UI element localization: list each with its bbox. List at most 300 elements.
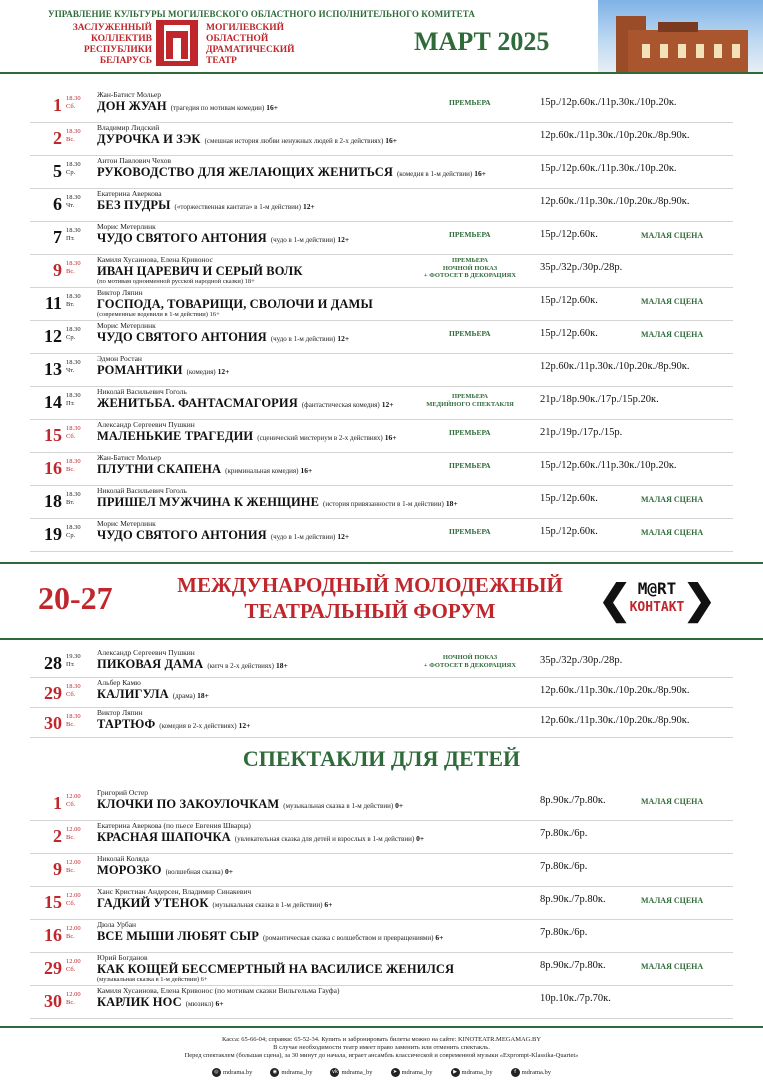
event-badge bbox=[449, 461, 491, 470]
event-age-rating: 6+ bbox=[324, 900, 333, 909]
event-author: Екатерина Аверкова bbox=[97, 189, 162, 198]
social-label: mdrama.by bbox=[222, 1068, 253, 1076]
event-badge-line: ПРЕМЬЕРА bbox=[452, 257, 488, 264]
event-badge-line: ПРЕМЬЕРА bbox=[449, 329, 491, 338]
event-title: КРАСНАЯ ШАПОЧКА bbox=[97, 830, 231, 844]
event-author: Жан-Батист Мольер bbox=[97, 453, 161, 462]
event-title: ИВАН ЦАРЕВИЧ И СЕРЫЙ ВОЛК bbox=[97, 264, 303, 278]
event-title: ДОН ЖУАН bbox=[97, 99, 167, 113]
event-age-rating: 16+ bbox=[300, 466, 313, 475]
event-price: 21р./19р./17р./15р. bbox=[540, 427, 623, 438]
event-author: Ханс Кристиан Андерсен, Владимир Синакевич bbox=[97, 887, 252, 896]
event-title-line bbox=[97, 962, 454, 976]
event-title-line bbox=[97, 929, 443, 945]
event-weekday: Вт. bbox=[66, 301, 75, 308]
event-day: 5 bbox=[53, 161, 62, 181]
event-time bbox=[66, 958, 81, 974]
event-day: 30 bbox=[44, 713, 62, 733]
event-time bbox=[66, 713, 81, 729]
event-title-line bbox=[97, 396, 394, 412]
event-day: 16 bbox=[44, 458, 62, 478]
event-title-line bbox=[97, 995, 223, 1011]
event-title-line bbox=[97, 717, 250, 733]
event-author: Эдмон Ростан bbox=[97, 354, 142, 363]
event-day: 29 bbox=[44, 958, 62, 978]
event-weekday: Вс. bbox=[66, 834, 75, 841]
event-genre: (история привязанности в 1-м действии) bbox=[323, 500, 444, 508]
event-genre: (музыкальная сказка в 1-м действии) bbox=[283, 802, 394, 810]
theatre-logo-icon bbox=[156, 20, 198, 66]
event-row bbox=[0, 708, 763, 738]
footer-notice: В случае необходимости театр имеет право заменить или отменить спектакль. bbox=[273, 1044, 490, 1051]
event-weekday: Сб. bbox=[66, 801, 76, 808]
social-link[interactable] bbox=[391, 1068, 433, 1077]
event-time bbox=[66, 128, 81, 144]
event-badge-line: ПРЕМЬЕРА bbox=[449, 98, 491, 107]
event-age-rating: 6+ bbox=[215, 999, 224, 1008]
event-day: 30 bbox=[44, 991, 62, 1011]
social-link[interactable] bbox=[451, 1068, 493, 1077]
kids-section-title: СПЕКТАКЛИ ДЛЯ ДЕТЕЙ bbox=[242, 746, 521, 771]
event-age-rating: 12+ bbox=[238, 721, 251, 730]
event-genre: (чудо в 1-м действии) bbox=[270, 533, 336, 541]
event-badge bbox=[410, 654, 530, 669]
event-title: КЛОЧКИ ПО ЗАКОУЛОЧКАМ bbox=[97, 797, 280, 811]
event-author: Григорий Остер bbox=[97, 788, 149, 797]
event-subtitle: (современные водевили в 1-м действии) 16+ bbox=[97, 311, 220, 318]
event-genre: (китч в 2-х действиях) bbox=[207, 662, 274, 670]
event-price: 8р.90к./7р.80к. bbox=[540, 960, 606, 971]
row-divider bbox=[30, 551, 733, 552]
event-genre: (комедия в 1-м действии) bbox=[396, 170, 473, 178]
event-genre: (волшебная сказка) bbox=[165, 868, 223, 876]
footer-music-note: Перед спектаклем (большая сцена), за 30 минут до начала, играет ансамбль классической и современной музыки «Exprompt-Klassika-Quartet» bbox=[184, 1052, 579, 1059]
event-title-line bbox=[97, 657, 288, 673]
event-time bbox=[66, 161, 81, 177]
event-row bbox=[0, 255, 763, 288]
event-row bbox=[0, 648, 763, 678]
event-badge bbox=[449, 428, 491, 437]
event-time-value: 18.30 bbox=[66, 392, 81, 399]
event-badge-line: ПРЕМЬЕРА bbox=[449, 527, 491, 536]
event-price: 15р./12р.60к./11р.30к./10р.20к. bbox=[540, 97, 677, 108]
event-row bbox=[0, 420, 763, 453]
event-time-value: 18.30 bbox=[66, 293, 81, 300]
event-badge-line: МЕДИЙНОГО СПЕКТАКЛЯ bbox=[426, 400, 514, 408]
event-row bbox=[0, 222, 763, 255]
event-badge-line: ПРЕМЬЕРА bbox=[449, 230, 491, 239]
event-day: 9 bbox=[53, 859, 62, 879]
event-genre: (комедия в 2-х действиях) bbox=[159, 722, 237, 730]
event-price: 15р./12р.60к. bbox=[540, 229, 598, 240]
event-time-value: 19.30 bbox=[66, 653, 81, 660]
event-author: Жан-Батист Мольер bbox=[97, 90, 161, 99]
event-author: Альбер Камю bbox=[97, 678, 141, 687]
event-weekday: Сб. bbox=[66, 103, 76, 110]
footer-box-office: Касса: 65-66-04; справки: 65-52-34. Купить и забронировать билеты можно на сайте: KINOTEATR.MEGAMAG.BY bbox=[221, 1036, 542, 1043]
event-row bbox=[0, 887, 763, 920]
event-genre: (сценический мистериум в 2-х действиях) bbox=[257, 434, 383, 442]
event-title-line bbox=[97, 687, 209, 703]
event-title-line bbox=[97, 363, 229, 379]
event-author: Владимир Лидский bbox=[97, 123, 160, 132]
poster-footer bbox=[0, 1026, 763, 1080]
event-title: РОМАНТИКИ bbox=[97, 363, 183, 377]
event-title: КАЛИГУЛА bbox=[97, 687, 169, 701]
forum-title bbox=[150, 572, 590, 624]
event-day: 12 bbox=[44, 326, 62, 346]
event-time bbox=[66, 260, 81, 276]
event-time-value: 12.00 bbox=[66, 958, 81, 965]
social-link[interactable] bbox=[511, 1068, 551, 1077]
facebook-icon: f bbox=[511, 1068, 520, 1077]
event-time-value: 18.30 bbox=[66, 194, 81, 201]
event-stage: МАЛАЯ СЦЕНА bbox=[641, 495, 704, 504]
event-weekday: Вс. bbox=[66, 867, 75, 874]
event-day: 29 bbox=[44, 683, 62, 703]
event-title: ЧУДО СВЯТОГО АНТОНИЯ bbox=[97, 231, 267, 245]
event-weekday: Сб. bbox=[66, 966, 76, 973]
event-time-value: 12.00 bbox=[66, 793, 81, 800]
poster-header bbox=[0, 0, 763, 74]
social-label: mdrama_by bbox=[461, 1068, 493, 1076]
event-title: КАРЛИК НОС bbox=[97, 995, 182, 1009]
event-weekday: Ср. bbox=[66, 169, 76, 176]
event-badge bbox=[410, 257, 530, 280]
event-price: 35р./32р./30р./28р. bbox=[540, 262, 623, 273]
event-title: ПЛУТНИ СКАПЕНА bbox=[97, 462, 222, 476]
event-row bbox=[0, 986, 763, 1019]
event-weekday: Вс. bbox=[66, 721, 75, 728]
event-weekday: Чт. bbox=[66, 202, 75, 209]
event-genre: (криминальная комедия) bbox=[225, 467, 299, 475]
event-weekday: Вс. bbox=[66, 933, 75, 940]
globe-icon: ◎ bbox=[212, 1068, 221, 1077]
event-day: 15 bbox=[44, 425, 62, 445]
header-left-line: КОЛЛЕКТИВ bbox=[90, 34, 152, 44]
event-time-value: 18.30 bbox=[66, 491, 81, 498]
event-price: 15р./12р.60к./11р.30к./10р.20к. bbox=[540, 460, 677, 471]
event-row bbox=[0, 90, 763, 123]
row-divider bbox=[30, 737, 733, 738]
event-time bbox=[66, 793, 81, 809]
event-title: БЕЗ ПУДРЫ bbox=[97, 198, 171, 212]
event-weekday: Сб. bbox=[66, 433, 76, 440]
event-stage: МАЛАЯ СЦЕНА bbox=[641, 797, 704, 806]
event-time bbox=[66, 653, 81, 669]
event-badge bbox=[449, 98, 491, 107]
event-title-line bbox=[97, 297, 373, 311]
event-stage: МАЛАЯ СЦЕНА bbox=[641, 528, 704, 537]
event-author: Александр Сергеевич Пушкин bbox=[97, 420, 195, 429]
event-day: 13 bbox=[44, 359, 62, 379]
header-right-line: ОБЛАСТНОЙ bbox=[206, 34, 269, 44]
event-weekday: Ср. bbox=[66, 532, 76, 539]
event-price: 21р./18р.90к./17р./15р.20к. bbox=[540, 394, 659, 405]
event-time-value: 12.00 bbox=[66, 859, 81, 866]
event-time bbox=[66, 826, 81, 842]
event-title: ЖЕНИТЬБА. ФАНТАСМАГОРИЯ bbox=[97, 396, 298, 410]
event-title-line bbox=[97, 495, 458, 511]
event-time-value: 12.00 bbox=[66, 826, 81, 833]
forum-logo-top: M@RT bbox=[637, 579, 677, 598]
event-title: ЧУДО СВЯТОГО АНТОНИЯ bbox=[97, 528, 267, 542]
event-day: 15 bbox=[44, 892, 62, 912]
event-row bbox=[0, 453, 763, 486]
event-badge bbox=[449, 527, 491, 536]
event-title-line bbox=[97, 132, 397, 148]
event-age-rating: 18+ bbox=[445, 499, 458, 508]
event-time bbox=[66, 293, 81, 309]
event-row bbox=[0, 953, 763, 986]
header-left-line: РЕСПУБЛИКИ bbox=[83, 45, 152, 55]
event-time-value: 12.00 bbox=[66, 991, 81, 998]
event-badge-line: ПРЕМЬЕРА bbox=[452, 393, 488, 400]
social-link[interactable] bbox=[270, 1068, 312, 1077]
event-time-value: 18.30 bbox=[66, 95, 81, 102]
social-label: mdrama_by bbox=[341, 1068, 373, 1076]
event-author: Виктор Ляпин bbox=[97, 708, 143, 717]
header-right-line: ДРАМАТИЧЕСКИЙ bbox=[206, 45, 295, 55]
event-weekday: Вс. bbox=[66, 466, 75, 473]
event-price: 15р./12р.60к. bbox=[540, 328, 598, 339]
event-title: ГОСПОДА, ТОВАРИЩИ, СВОЛОЧИ И ДАМЫ bbox=[97, 297, 373, 311]
event-age-rating: 18+ bbox=[197, 691, 209, 700]
event-time bbox=[66, 524, 81, 540]
event-time-value: 18.30 bbox=[66, 524, 81, 531]
social-label: mdrama_by bbox=[281, 1068, 313, 1076]
event-row bbox=[0, 854, 763, 887]
forum-title-line: ТЕАТРАЛЬНЫЙ ФОРУМ bbox=[244, 599, 496, 623]
event-day: 1 bbox=[53, 793, 62, 813]
event-genre: (музыкальная сказка в 1-м действии) bbox=[212, 901, 323, 909]
event-time bbox=[66, 194, 81, 210]
forum-logo bbox=[598, 574, 716, 628]
bracket-left-icon: ❮ bbox=[598, 577, 632, 622]
event-row bbox=[0, 920, 763, 953]
header-top-line: УПРАВЛЕНИЕ КУЛЬТУРЫ МОГИЛЕВСКОГО ОБЛАСТНОГО ИСПОЛНИТЕЛЬНОГО КОМИТЕТА bbox=[48, 9, 475, 19]
event-price: 15р./12р.60к./11р.30к./10р.20к. bbox=[540, 163, 677, 174]
event-title: РУКОВОДСТВО ДЛЯ ЖЕЛАЮЩИХ ЖЕНИТЬСЯ bbox=[97, 165, 393, 179]
event-day: 16 bbox=[44, 925, 62, 945]
event-day: 9 bbox=[53, 260, 62, 280]
event-day: 1 bbox=[53, 95, 62, 115]
header-theatre-name bbox=[206, 23, 346, 67]
event-title: ЧУДО СВЯТОГО АНТОНИЯ bbox=[97, 330, 267, 344]
event-badge-line: НОЧНОЙ ПОКАЗ bbox=[442, 654, 498, 661]
event-price: 10р.10к./7р.70к. bbox=[540, 993, 611, 1004]
event-time bbox=[66, 892, 81, 908]
event-author: Морис Метерлинк bbox=[97, 519, 156, 528]
event-badge-line: ПРЕМЬЕРА bbox=[449, 428, 491, 437]
event-time bbox=[66, 227, 81, 243]
event-author: Александр Сергеевич Пушкин bbox=[97, 648, 195, 657]
event-title: МАЛЕНЬКИЕ ТРАГЕДИИ bbox=[97, 429, 254, 443]
event-time-value: 18.30 bbox=[66, 683, 81, 690]
event-title-line bbox=[97, 797, 403, 813]
event-row bbox=[0, 821, 763, 854]
event-age-rating: 6+ bbox=[435, 933, 444, 942]
event-day: 14 bbox=[44, 392, 62, 412]
event-time-value: 18.30 bbox=[66, 128, 81, 135]
event-weekday: Сб. bbox=[66, 900, 76, 907]
event-stage: МАЛАЯ СЦЕНА bbox=[641, 962, 704, 971]
event-row bbox=[0, 678, 763, 708]
event-price: 12р.60к./11р.30к./10р.20к./8р.90к. bbox=[540, 685, 690, 696]
event-stage: МАЛАЯ СЦЕНА bbox=[641, 231, 704, 240]
event-weekday: Вс. bbox=[66, 268, 75, 275]
event-time-value: 18.30 bbox=[66, 161, 81, 168]
event-title: ГАДКИЙ УТЕНОК bbox=[97, 896, 209, 910]
event-day: 28 bbox=[44, 653, 62, 673]
forum-title-line: МЕЖДУНАРОДНЫЙ МОЛОДЕЖНЫЙ bbox=[177, 573, 563, 597]
forum-banner bbox=[0, 562, 763, 640]
header-right-line: ТЕАТР bbox=[206, 56, 237, 66]
event-author: Юрий Богданов bbox=[97, 953, 148, 962]
event-title: МОРОЗКО bbox=[97, 863, 162, 877]
event-weekday: Пт. bbox=[66, 235, 75, 242]
event-author: Морис Метерлинк bbox=[97, 321, 156, 330]
event-author: Камиля Хусаинова, Елена Кривонос (по мотивам сказки Вильгельма Гауфа) bbox=[97, 986, 340, 995]
event-stage: МАЛАЯ СЦЕНА bbox=[641, 297, 704, 306]
forum-dates: 20-27 bbox=[38, 580, 113, 616]
event-row bbox=[0, 519, 763, 552]
event-badge-line: ПРЕМЬЕРА bbox=[449, 461, 491, 470]
event-author: Морис Метерлинк bbox=[97, 222, 156, 231]
event-day: 2 bbox=[53, 128, 62, 148]
event-time bbox=[66, 326, 81, 342]
event-stage: МАЛАЯ СЦЕНА bbox=[641, 896, 704, 905]
event-price: 12р.60к./11р.30к./10р.20к./8р.90к. bbox=[540, 196, 690, 207]
event-age-rating: 18+ bbox=[275, 661, 288, 670]
event-title-line bbox=[97, 165, 486, 181]
event-age-rating: 16+ bbox=[385, 136, 398, 145]
event-subtitle: (музыкальная сказка в 1-м действии) 6+ bbox=[97, 976, 208, 983]
event-title-line bbox=[97, 429, 396, 445]
event-stage: МАЛАЯ СЦЕНА bbox=[641, 330, 704, 339]
bracket-right-icon: ❯ bbox=[682, 577, 716, 622]
event-author: Виктор Ляпин bbox=[97, 288, 143, 297]
event-title: ВСЕ МЫШИ ЛЮБЯТ СЫР bbox=[97, 929, 259, 943]
event-genre: (драма) bbox=[172, 692, 196, 700]
event-price: 15р./12р.60к. bbox=[540, 526, 598, 537]
event-age-rating: 12+ bbox=[217, 367, 230, 376]
event-title-line bbox=[97, 231, 349, 247]
event-author: Екатерина Аверкова (по пьесе Евгения Шварца) bbox=[97, 821, 251, 830]
social-link[interactable] bbox=[330, 1068, 372, 1077]
event-genre: (чудо в 1-м действии) bbox=[270, 236, 336, 244]
vk-icon: vk bbox=[332, 1068, 338, 1075]
event-author: Николай Васильевич Гоголь bbox=[97, 387, 187, 396]
event-title: ТАРТЮФ bbox=[97, 717, 156, 731]
event-title-line bbox=[97, 863, 233, 879]
event-title-line bbox=[97, 330, 349, 346]
event-age-rating: 16+ bbox=[266, 103, 279, 112]
header-left-line: ЗАСЛУЖЕННЫЙ bbox=[72, 23, 152, 33]
event-title-line bbox=[97, 462, 312, 478]
event-time bbox=[66, 925, 81, 941]
event-weekday: Пт. bbox=[66, 661, 75, 668]
event-weekday: Чт. bbox=[66, 367, 75, 374]
social-link[interactable] bbox=[212, 1068, 252, 1077]
theatre-building-photo bbox=[598, 0, 763, 72]
header-left-line: БЕЛАРУСЬ bbox=[99, 56, 152, 66]
event-age-rating: 16+ bbox=[474, 169, 486, 178]
event-row bbox=[0, 387, 763, 420]
event-title-line bbox=[97, 896, 332, 912]
event-genre: (комедия) bbox=[186, 368, 216, 376]
event-time-value: 18.30 bbox=[66, 425, 81, 432]
event-price: 12р.60к./11р.30к./10р.20к./8р.90к. bbox=[540, 361, 690, 372]
event-time-value: 18.30 bbox=[66, 260, 81, 267]
event-badge bbox=[449, 329, 491, 338]
social-links bbox=[0, 1063, 763, 1080]
event-subtitle: (по мотивам одноименной русской народной сказки) 18+ bbox=[97, 278, 255, 285]
event-weekday: Пт. bbox=[66, 400, 75, 407]
event-genre: (романтическая сказка с волшебством и превращениями) bbox=[262, 934, 434, 942]
event-badge bbox=[449, 230, 491, 239]
event-title-line bbox=[97, 264, 303, 278]
event-time-value: 18.30 bbox=[66, 359, 81, 366]
social-label: mdrama_by bbox=[401, 1068, 433, 1076]
event-author: Камиля Хусаинова, Елена Кривонос bbox=[97, 255, 213, 264]
header-right-line: МОГИЛЕВСКИЙ bbox=[206, 23, 285, 33]
event-price: 7р.80к./6р. bbox=[540, 927, 588, 938]
event-genre: (чудо в 1-м действии) bbox=[270, 335, 336, 343]
event-genre: («торжественная кантата» в 1-м действии) bbox=[174, 203, 301, 211]
event-price: 15р./12р.60к. bbox=[540, 295, 598, 306]
row-divider bbox=[30, 1018, 733, 1019]
event-age-rating: 0+ bbox=[395, 801, 404, 810]
event-time-value: 12.00 bbox=[66, 925, 81, 932]
event-age-rating: 0+ bbox=[224, 867, 234, 876]
event-time-value: 18.30 bbox=[66, 227, 81, 234]
event-title-line bbox=[97, 830, 424, 846]
event-price: 15р./12р.60к. bbox=[540, 493, 598, 504]
event-author: Николай Васильевич Гоголь bbox=[97, 486, 187, 495]
event-weekday: Вс. bbox=[66, 999, 75, 1006]
event-age-rating: 0+ bbox=[416, 834, 425, 843]
event-weekday: Вс. bbox=[66, 136, 75, 143]
event-time-value: 18.30 bbox=[66, 326, 81, 333]
event-time-value: 12.00 bbox=[66, 892, 81, 899]
poster-month: МАРТ 2025 bbox=[414, 27, 550, 56]
event-badge bbox=[410, 393, 530, 408]
event-time bbox=[66, 425, 81, 441]
event-row bbox=[0, 354, 763, 387]
event-time-value: 18.30 bbox=[66, 713, 81, 720]
event-age-rating: 12+ bbox=[302, 202, 315, 211]
event-price: 35р./32р./30р./28р. bbox=[540, 655, 623, 666]
event-time bbox=[66, 991, 81, 1007]
event-day: 19 bbox=[44, 524, 62, 544]
event-genre: (мюзикл) bbox=[185, 1000, 214, 1008]
event-genre: (смешная история любви ненужных людей в 2-х действиях) bbox=[204, 137, 384, 145]
event-row bbox=[0, 288, 763, 321]
telegram-icon: ➤ bbox=[391, 1068, 400, 1077]
event-genre: (фантастическая комедия) bbox=[301, 401, 380, 409]
event-row bbox=[0, 189, 763, 222]
event-genre: (трагедия по мотивам комедии) bbox=[170, 104, 265, 112]
event-price: 8р.90к./7р.80к. bbox=[540, 795, 606, 806]
event-title-line bbox=[97, 528, 349, 544]
event-time bbox=[66, 458, 81, 474]
event-row bbox=[0, 156, 763, 189]
event-price: 7р.80к./6р. bbox=[540, 828, 588, 839]
event-age-rating: 12+ bbox=[337, 235, 350, 244]
event-age-rating: 12+ bbox=[337, 334, 350, 343]
event-author: Дюла Урбан bbox=[97, 920, 137, 929]
